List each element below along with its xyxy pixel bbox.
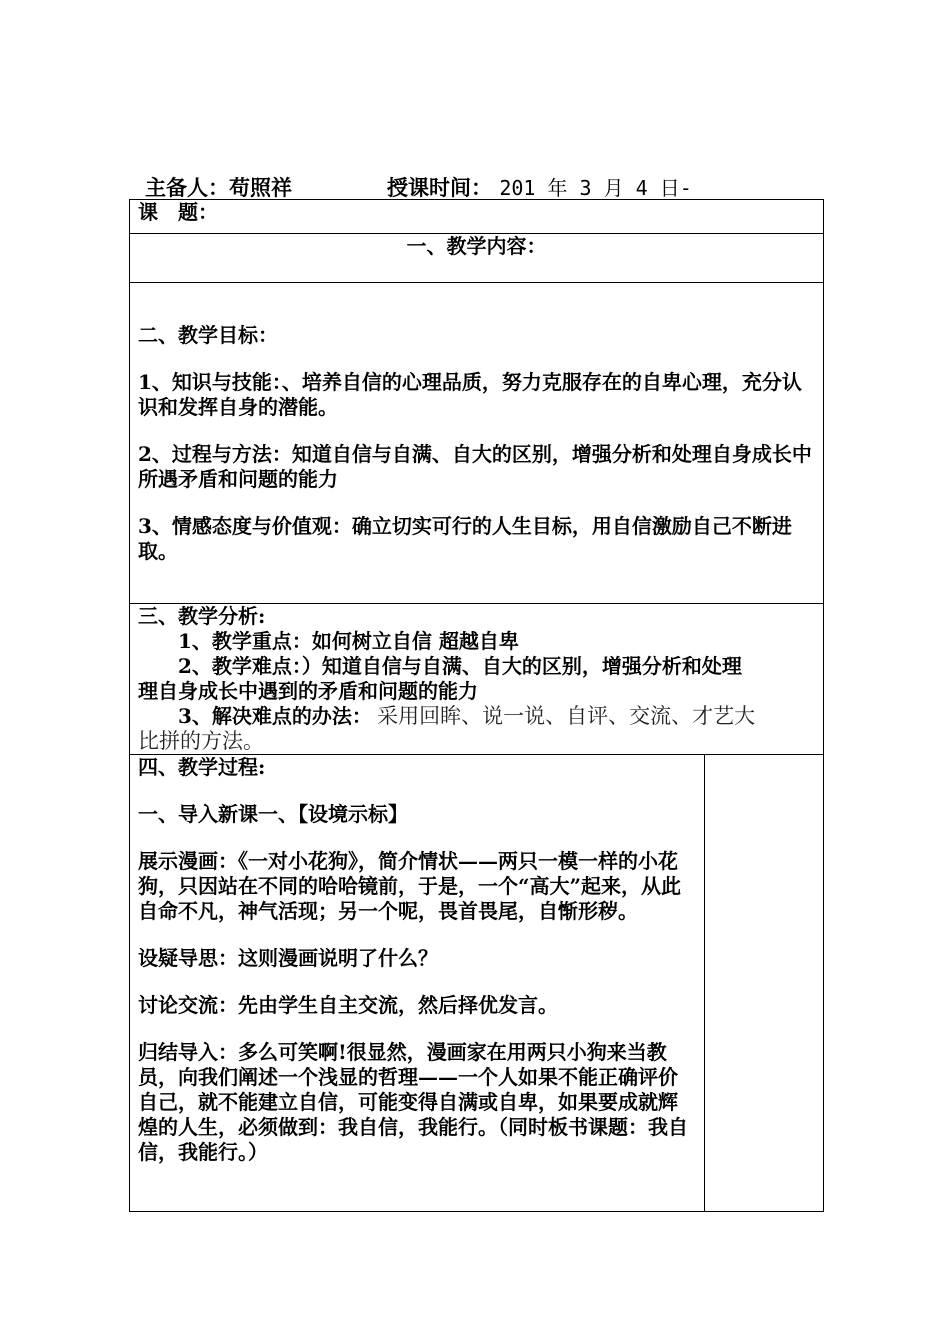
process-paragraph-1: 展示漫画：《一对小花狗》，简介情状——两只一模一样的小花狗，只因站在不同的哈哈镜前，于是，一个“高大”起来，从此自命不凡，神气活现；另一个呢，畏首畏尾，自惭形秽。 bbox=[138, 849, 682, 923]
goal-3: 3、情感态度与价值观：确立切实可行的人生目标，用自信激励自己不断进取。 bbox=[138, 514, 792, 563]
process-paragraph-4: 归结导入：多么可笑啊!很显然，漫画家在用两只小狗来当教员，向我们阐述一个浅显的哲理——一个人如果不能正确评价自己，就不能建立自信，可能变得自满或自卑，如果要成就辉煌的人生，必须做到：我自信，我能行。（同时板书课题：我自信，我能行。） bbox=[138, 1040, 688, 1164]
analysis-item-3-cont: 比拼的方法。 bbox=[138, 729, 264, 753]
analysis-item-2: 2、教学难点：）知道自信与自满、自大的区别，增强分析和处理 bbox=[178, 654, 742, 678]
teaching-goals-cell bbox=[130, 283, 824, 604]
intro-title: 一、导入新课一、【设境示标】 bbox=[138, 802, 408, 826]
teaching-process-cell bbox=[130, 755, 705, 1212]
time-label: 授课时间： bbox=[387, 175, 492, 200]
teaching-analysis-cell bbox=[130, 604, 824, 755]
section3-title: 三、教学分析: bbox=[138, 604, 266, 628]
goal-1: 1、知识与技能：、培养自信的心理品质，努力克服存在的自卑心理，充分认识和发挥自身的潜能。 bbox=[138, 370, 802, 419]
analysis-item-3-value: 采用回眸、说一说、自评、交流、才艺大 bbox=[371, 704, 756, 728]
lesson-plan-table bbox=[129, 199, 824, 1212]
analysis-item-3-label: 3、解决难点的办法： bbox=[178, 704, 372, 728]
process-paragraph-2: 设疑导思：这则漫画说明了什么？ bbox=[138, 946, 438, 970]
topic-label: 课 题： bbox=[138, 200, 218, 224]
preparer-label: 主备人：苟照祥 bbox=[145, 175, 292, 200]
section2-title: 二、教学目标： bbox=[138, 323, 278, 347]
section1-title: 一、教学内容： bbox=[406, 234, 547, 258]
section4-title: 四、教学过程: bbox=[138, 755, 266, 779]
notes-cell bbox=[705, 755, 824, 1212]
goal-2: 2、过程与方法：知道自信与自满、自大的区别，增强分析和处理自身成长中所遇矛盾和问题的能力 bbox=[138, 442, 812, 491]
analysis-item-1: 1、教学重点：如何树立自信 超越自卑 bbox=[178, 629, 519, 653]
teaching-content-cell bbox=[130, 234, 824, 283]
document-header bbox=[145, 172, 692, 202]
analysis-item-2-cont: 理自身成长中遇到的矛盾和问题的能力 bbox=[138, 679, 478, 703]
time-value: 201 年 3 月 4 日- bbox=[499, 176, 692, 200]
topic-cell bbox=[130, 200, 824, 234]
process-paragraph-3: 讨论交流：先由学生自主交流，然后择优发言。 bbox=[138, 993, 558, 1017]
